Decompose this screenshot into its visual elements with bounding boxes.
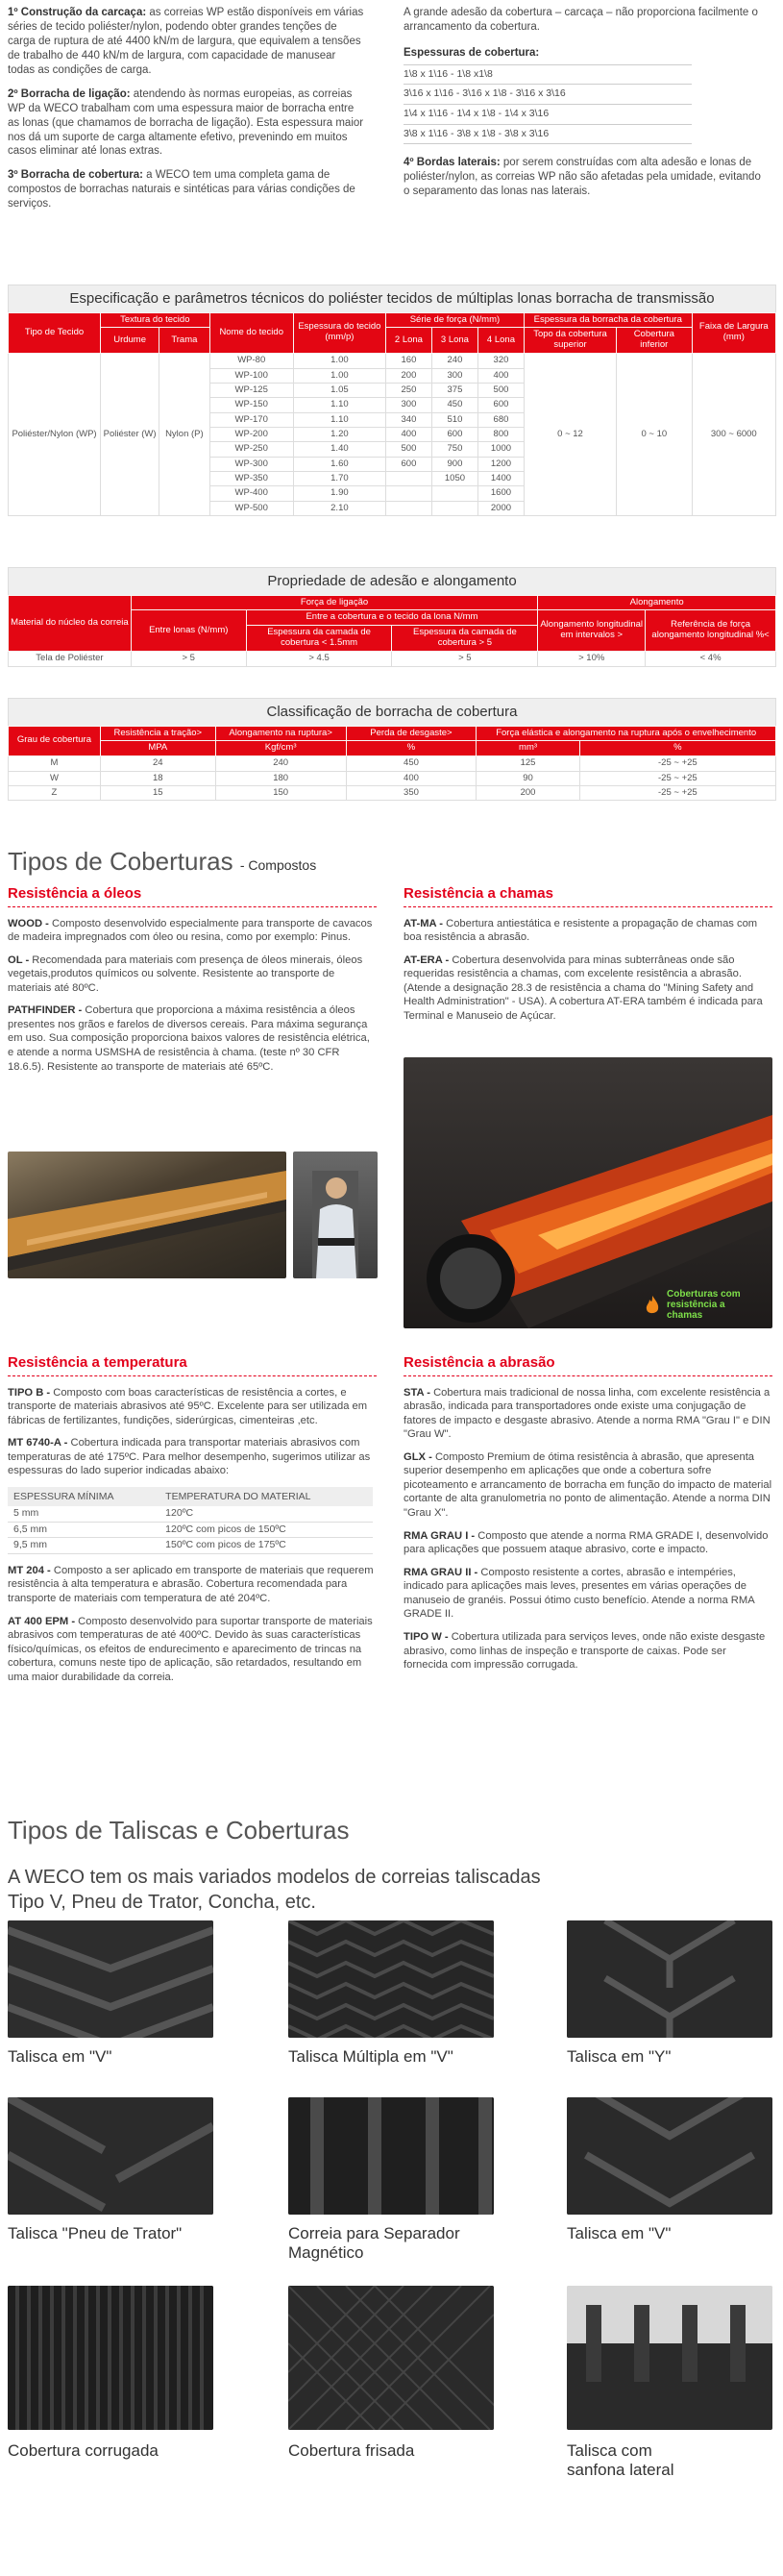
cleat-label: Cobertura frisada — [288, 2441, 415, 2460]
col-header: Entre a cobertura e o tecido da lona N/mm — [246, 610, 538, 626]
col-header: Urdume — [101, 328, 159, 354]
col-unit: Kgf/cm³ — [215, 741, 346, 756]
flame-section — [404, 884, 772, 1031]
col-unit: mm³ — [477, 741, 579, 756]
edges-text: 4º Bordas laterais: por serem construídas com alta adesão e lonas de poliéster/nylon, as correias WP não são afetadas pela umidade, evitando o separamento das lonas nas laterais. — [404, 157, 761, 198]
cleat-v-image-2 — [567, 2097, 772, 2215]
temperature-item: AT 400 EPM - Composto desenvolvido para suportar transporte de materiais abrasivos com temperaturas de até 400ºC. Devido às suas características físico/químicas, os efeitos de endurecimento e aparecimento de trincas na cobertura, comuns neste tipo de aplicação, são retardados, resultando em uma maior durabilidade da correia. — [8, 1615, 373, 1683]
cleat-tractor-image — [8, 2097, 213, 2215]
col-header: Topo da cobertura superior — [524, 328, 616, 354]
cleat-multi-v-image — [288, 1920, 494, 2038]
thickness-item: 3\16 x 1\16 - 3\16 x 1\8 - 3\16 x 3\16 — [404, 85, 692, 105]
adhesion-table-title: Propriedade de adesão e alongamento — [8, 567, 776, 595]
hot-material-conveyor-photo — [404, 1057, 772, 1328]
table-row: Poliéster/Nylon (WP) Poliéster (W) Nylon (P) WP-80 1.00 160 240 320 0 ~ 12 0 ~ 10 300 ~ 6000 — [9, 354, 776, 368]
table-row: WP-500 2.10 2000 — [9, 501, 776, 515]
table-row: 9,5 mm 150ºC com picos de 175ºC — [8, 1538, 373, 1554]
col-header: 3 Lona — [431, 328, 477, 354]
table-row: WP-300 1.60 600 900 1200 — [9, 457, 776, 471]
abrasion-item: STA - Cobertura mais tradicional de nossa linha, com excelente resistência a abrasão, indicada para transportadores onde existe uma conjugação de fatores de impacto e desgaste abrasivo. Atende a norma RMA "Grau I" e DIN "Grau W". — [404, 1386, 771, 1441]
cleats-intro: A WECO tem os mais variados modelos de correias taliscadas Tipo V, Pneu de Trator, Concha, etc. — [8, 1867, 541, 1913]
col-header: Textura do tecido — [101, 312, 210, 328]
adhesion-text: A grande adesão da cobertura – carcaça – não proporciona facilmente o arrancamento da cobertura. — [404, 7, 758, 33]
magnetic-separator-belt-image — [288, 2097, 494, 2215]
flame-heading: Resistência a chamas — [404, 884, 772, 907]
thickness-item: 1\8 x 1\16 - 1\8 x1\8 — [404, 65, 692, 86]
col-header: Resistência a tração> — [100, 726, 215, 741]
intro-left — [8, 6, 365, 221]
col-header: 2 Lona — [385, 328, 431, 354]
col-header: Faixa de Largura (mm) — [692, 312, 775, 354]
thickness-list — [404, 64, 692, 145]
table-row: Z 15 150 350 200 -25 ~ +25 — [9, 786, 776, 801]
table-row: WP-250 1.40 500 750 1000 — [9, 442, 776, 457]
oil-section — [8, 884, 377, 1082]
thickness-title: Espessuras de cobertura: — [404, 46, 540, 59]
intro-para-1: 1º Construção da carcaça: as correias WP estão disponíveis em várias séries de tecido poliéster/nylon, podendo obter grandes tenções de carga de ruptura de até 4400 kN/m de largura, que equivalem a tensões de trabalho de 440 kN/m de largura, com capacidade de manusear todas as condições de carga. — [8, 7, 364, 76]
temperature-item: MT 204 - Composto a ser aplicado em transporte de materiais que requerem resistência à alta temperatura e abrasão. Cobertura recomendada para transporte de materiais com temperatura de até 204ºC. — [8, 1564, 374, 1604]
cleat-label: Talisca em "Y" — [567, 2047, 672, 2066]
corrugated-cover-image — [8, 2286, 213, 2430]
cleat-label: Talisca em "V" — [8, 2047, 112, 2066]
col-header: ESPESSURA MÍNIMA — [8, 1487, 159, 1506]
cleat-label: Talisca "Pneu de Trator" — [8, 2224, 183, 2242]
temperature-item: MT 6740-A - Cobertura indicada para transportar materiais abrasivos com temperaturas de até 175ºC. Para melhor desempenho, sugerimos utilizar as espessuras do lado superior indicadas abaixo: — [8, 1437, 371, 1477]
col-header: 4 Lona — [477, 328, 524, 354]
temperature-table — [8, 1487, 373, 1554]
col-header: Força de ligação — [131, 595, 537, 610]
cleat-label: Talisca em "V" — [567, 2224, 672, 2242]
intro-para-3: 3º Borracha de cobertura: a WECO tem uma completa gama de compostos de borrachas naturais e sintéticas para várias condições de serviços. — [8, 169, 355, 211]
cleats-title: Tipos de Taliscas e Coberturas — [8, 1816, 350, 1845]
col-header: Cobertura inferior — [617, 328, 693, 354]
spec-table — [8, 285, 776, 516]
table-row: WP-170 1.10 340 510 680 — [9, 412, 776, 427]
col-header: Espessura da borracha da cobertura — [524, 312, 692, 328]
oil-item: OL - Recomendada para materiais com presença de óleos minerais, óleos vegetais,produtos químicos ou solvente. Resistente ao transporte de materiais até 80ºC. — [8, 954, 363, 994]
col-header: Nome do tecido — [209, 312, 293, 354]
col-unit: MPA — [100, 741, 215, 756]
cleat-v-image — [8, 1920, 213, 2038]
col-header: Série de força (N/mm) — [385, 312, 524, 328]
table-row: WP-125 1.05 250 375 500 — [9, 383, 776, 397]
col-header: Espessura da camada de cobertura > 5 — [392, 626, 538, 652]
oil-item: WOOD - Composto desenvolvido especialmente para transporte de cavacos de madeira impregnados com óleo ou resina, como por exemplo: Pinus. — [8, 917, 373, 944]
col-header: Perda de desgaste> — [346, 726, 477, 741]
col-header: Espessura da camada de cobertura < 1.5mm — [246, 626, 392, 652]
cleat-label: Talisca com sanfona lateral — [567, 2441, 674, 2480]
col-header: Tipo de Tecido — [9, 312, 101, 354]
table-row: WP-100 1.00 200 300 400 — [9, 368, 776, 383]
col-header: Alongamento na ruptura> — [215, 726, 346, 741]
cleat-y-image — [567, 1920, 772, 2038]
conveyor-wood-illustration — [8, 1152, 286, 1278]
table-row: WP-150 1.10 300 450 600 — [9, 398, 776, 412]
adhesion-table — [8, 567, 776, 667]
grooved-cover-image — [288, 2286, 494, 2430]
thickness-item: 1\4 x 1\16 - 1\4 x 1\8 - 1\4 x 3\16 — [404, 105, 692, 125]
table-row: WP-400 1.90 1600 — [9, 486, 776, 501]
col-header: Referência de força alongamento longitudinal %< — [646, 610, 776, 652]
abrasion-item: RMA GRAU I - Composto que atende a norma RMA GRADE I, desenvolvido para aplicações que possuem ataque abrasivo, corte e impacto. — [404, 1529, 769, 1556]
col-header: Trama — [159, 328, 209, 354]
flame-icon — [644, 1295, 661, 1316]
col-header: Alongamento longitudinal em intervalos > — [538, 610, 646, 652]
intro-para-2: 2º Borracha de ligação: atendendo às normas europeias, as correias WP da WECO trabalham com uma espessura maior de borracha entre as lonas (que chamamos de borracha de ligação). Esta espessura maior nos dá um suporte de carga altamente efetivo, prevenindo em muitos casos eliminar até lonas extras. — [8, 87, 364, 158]
abrasion-item: GLX - Composto Premium de ótima resistência à abrasão, que apresenta superior desempenho em aplicações que onde a cobertura sofre picoteamento e arrancamento de borracha em função do impacto de material cortante de alta granulometria no ponto de alimentação. Atende a norma DIN "Grau X". — [404, 1450, 772, 1519]
worker-illustration — [293, 1152, 378, 1278]
worker-photo — [293, 1152, 378, 1278]
table-row: W 18 180 400 90 -25 ~ +25 — [9, 771, 776, 785]
table-row: WP-350 1.70 1050 1400 — [9, 472, 776, 486]
cleat-label: Correia para Separador Magnético — [288, 2224, 460, 2263]
col-header: Alongamento — [538, 595, 776, 610]
hot-conveyor-illustration — [404, 1057, 772, 1328]
table-row: Tela de Poliéster > 5 > 4.5 > 5 > 10% < 4% — [9, 652, 776, 666]
col-unit: % — [579, 741, 775, 756]
flame-item: AT-MA - Cobertura antiestática e resistente a propagação de chamas com boa resistência a abrasão. — [404, 917, 758, 944]
col-header: Espessura do tecido (mm/p) — [293, 312, 385, 354]
abrasion-item: RMA GRAU II - Composto resistente a cortes, abrasão e intempéries, indicado para aplicações mais leves, presentes em várias operações de manuseio de granéis. Possui ótimo custo benefício. Atende a norma RMA GRADE II. — [404, 1566, 755, 1621]
table-row: WP-200 1.20 400 600 800 — [9, 427, 776, 441]
rubber-class-table-title: Classificação de borracha de cobertura — [8, 698, 776, 726]
conveyor-wood-photo — [8, 1152, 286, 1278]
col-header: Força elástica e alongamento na ruptura após o envelhecimento — [477, 726, 776, 741]
abrasion-heading: Resistência a abrasão — [404, 1353, 772, 1376]
spec-table-title: Especificação e parâmetros técnicos do poliéster tecidos de múltiplas lonas borracha de transmissão — [8, 285, 776, 312]
temperature-heading: Resistência a temperatura — [8, 1353, 377, 1376]
intro-right — [404, 6, 769, 209]
table-row: 6,5 mm 120ºC com picos de 150ºC — [8, 1522, 373, 1538]
oil-item: PATHFINDER - Cobertura que proporciona a máxima resistência a óleos presentes nos grãos e farelos de diversos cereais. Para máxima segurança em uso. Sua composição proporciona baixos valores de resistência elétrica, e atende a norma USMSHA de resistência à chama. (teste nº 30 CFR 18.6.5). Resistente ao transporte de materiais até 65ºC. — [8, 1004, 370, 1073]
thickness-item: 3\8 x 1\16 - 3\8 x 1\8 - 3\8 x 3\16 — [404, 125, 692, 145]
col-header: Entre lonas (N/mm) — [131, 610, 246, 652]
rubber-class-table — [8, 698, 776, 801]
col-header: TEMPERATURA DO MATERIAL — [159, 1487, 373, 1506]
col-unit: % — [346, 741, 477, 756]
flame-item: AT-ERA - Cobertura desenvolvida para minas subterrâneas onde são requeridas resistência a chamas, com excelente resistência a abrasão. (Atende a designação 28.3 de resistência a chama do "Mining Safety and Health Administration" - USA). A cobertura AT-ERA também é indicada para Terminal e Manuseio de Açúcar. — [404, 954, 763, 1022]
cleat-label: Talisca Múltipla em "V" — [288, 2047, 453, 2066]
col-header: Material do núcleo da correia — [9, 595, 132, 652]
table-row: 5 mm 120ºC — [8, 1506, 373, 1522]
col-header: Grau de cobertura — [9, 726, 101, 756]
sidewall-cleat-image — [567, 2286, 772, 2430]
cleat-label: Cobertura corrugada — [8, 2441, 159, 2460]
oil-heading: Resistência a óleos — [8, 884, 377, 907]
coverings-title: Tipos de Coberturas - Compostos — [8, 847, 317, 876]
abrasion-section — [404, 1353, 772, 1681]
temperature-item: TIPO B - Composto com boas características de resistência a cortes, e transporte de materiais abrasivos até 95ºC. Excelente para ser utilizada em fábricas de fertilizantes, fundições, siderúrgicas, cimenteiras ,etc. — [8, 1386, 368, 1426]
temperature-section — [8, 1353, 377, 1693]
table-row: M 24 240 450 125 -25 ~ +25 — [9, 756, 776, 771]
flame-badge: Coberturas com resistência a chamas — [644, 1289, 763, 1321]
abrasion-item: TIPO W - Cobertura utilizada para serviços leves, onde não existe desgaste abrasivo, como linhas de inspeção e transporte de caixas. Pode ser fornecida com impressão corrugada. — [404, 1630, 766, 1672]
